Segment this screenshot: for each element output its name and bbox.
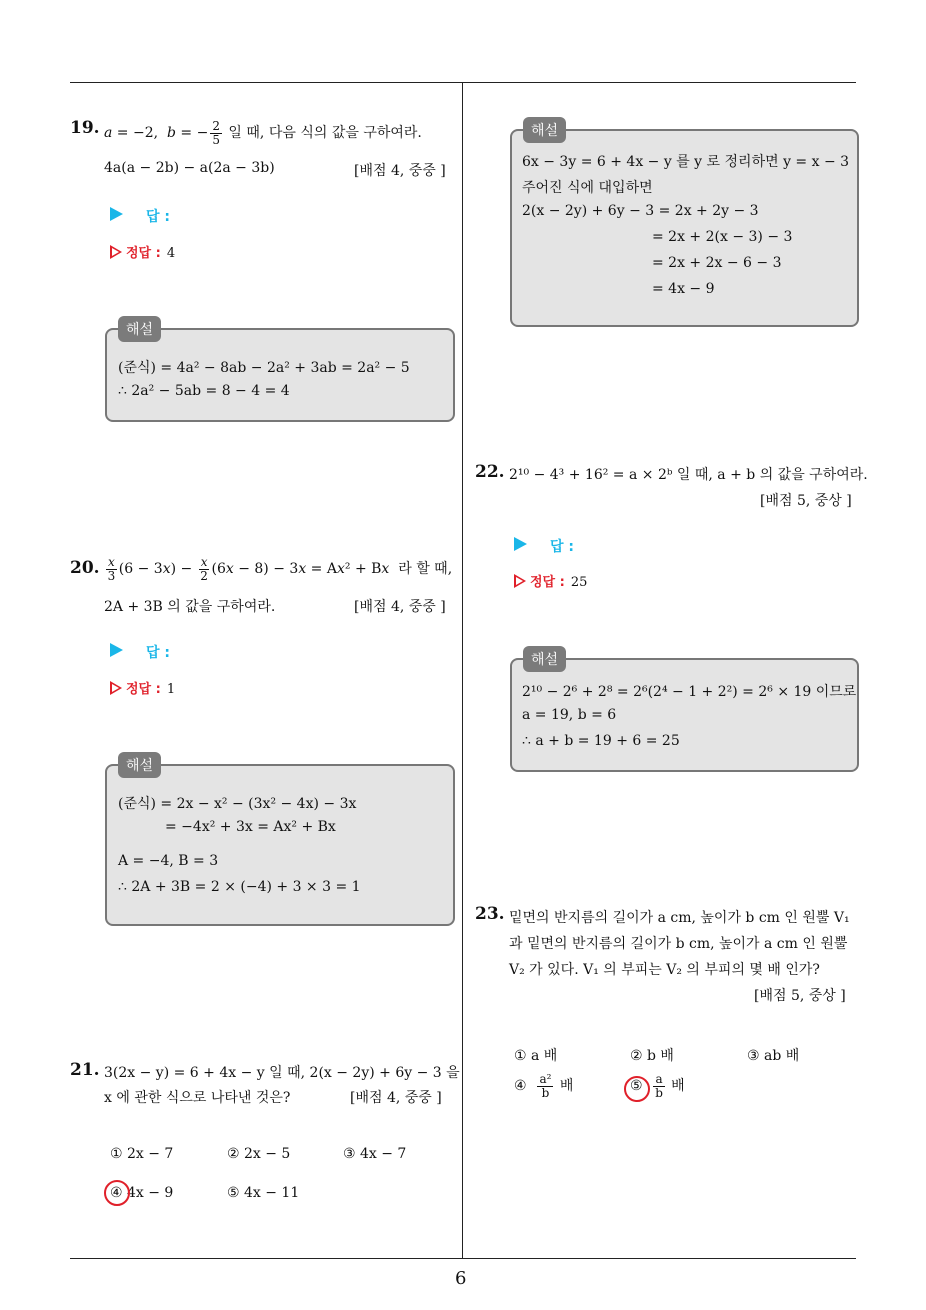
answer-arrow-icon — [514, 537, 527, 551]
question-23-line1: 밑면의 반지름의 길이가 a cm, 높이가 b cm 인 원뿔 V₁ — [509, 910, 850, 926]
correct-label: 정답 : — [126, 246, 161, 261]
solution-line: 6x − 3y = 6 + 4x − y 를 y 로 정리하면 y = x − 3 — [522, 154, 850, 170]
question-23-line3: V₂ 가 있다. V₁ 의 부피는 V₂ 의 부피의 몇 배 인가? — [509, 962, 820, 978]
solution-line: = −4x² + 3x = Ax² + Bx — [165, 819, 336, 835]
selected-answer-circle-icon — [104, 1180, 130, 1206]
solution-line: 2(x − 2y) + 6y − 3 = 2x + 2y − 3 — [522, 203, 759, 219]
question-20-number: 20. — [70, 558, 100, 578]
choice-2[interactable]: ② 2x − 5 — [227, 1146, 291, 1162]
question-22-correct — [514, 571, 587, 590]
question-20-answer-label: 답 : — [146, 645, 170, 661]
question-20-score: [배점 4, 중중 ] — [354, 599, 446, 615]
question-22-answer-label: 답 : — [550, 539, 574, 555]
solution-line: ∴ 2A + 3B = 2 × (−4) + 3 × 3 = 1 — [118, 879, 361, 895]
correct-value: 1 — [166, 682, 176, 697]
solution-line: (준식) = 4a² − 8ab − 2a² + 3ab = 2a² − 5 — [118, 360, 410, 376]
correct-triangle-icon — [514, 574, 526, 588]
correct-label: 정답 : — [126, 682, 161, 697]
correct-triangle-icon — [110, 681, 122, 695]
top-rule — [70, 82, 856, 83]
solution-tag: 해설 — [523, 646, 566, 672]
question-19-number: 19. — [70, 118, 100, 138]
question-19-expression: 4a(a − 2b) − a(2a − 3b) — [104, 160, 275, 176]
question-20-solution-box — [105, 764, 455, 926]
question-21-number: 21. — [70, 1060, 100, 1080]
correct-value: 25 — [570, 575, 588, 590]
question-22-score: [배점 5, 중상 ] — [760, 493, 852, 509]
choice-1[interactable]: ① a 배 — [514, 1048, 558, 1064]
choice-4-suffix: 배 — [559, 1078, 574, 1095]
question-21-line1: 3(2x − y) = 6 + 4x − y 일 때, 2(x − 2y) + 6y − 3 을 — [104, 1065, 460, 1081]
column-divider — [462, 83, 463, 1259]
question-19-correct — [110, 242, 175, 261]
choice-5[interactable]: ⑤ 4x − 11 — [227, 1185, 300, 1201]
question-22-number: 22. — [475, 462, 505, 482]
choice-4-number: ④ — [514, 1078, 527, 1095]
solution-tag: 해설 — [523, 117, 566, 143]
question-21-score: [배점 4, 중중 ] — [350, 1090, 442, 1106]
solution-line: ∴ a + b = 19 + 6 = 25 — [522, 733, 680, 749]
solution-tag: 해설 — [118, 752, 161, 778]
choice-1[interactable]: ① 2x − 7 — [110, 1146, 174, 1162]
question-22-line1: 2¹⁰ − 4³ + 16² = a × 2ᵇ 일 때, a + b 의 값을 구하여라. — [509, 467, 868, 483]
solution-line: 2¹⁰ − 2⁶ + 2⁸ = 2⁶(2⁴ − 1 + 2²) = 2⁶ × 19 이므로 — [522, 684, 857, 700]
page-number: 6 — [455, 1268, 467, 1289]
selected-answer-circle-icon — [624, 1076, 650, 1102]
choice-4-denominator: b — [541, 1085, 550, 1100]
choice-5-suffix: 배 — [671, 1078, 685, 1095]
question-19-prompt-suffix: 일 때, 다음 식의 값을 구하여라. — [228, 125, 422, 142]
solution-line: (준식) = 2x − x² − (3x² − 4x) − 3x — [118, 796, 357, 812]
solution-line: = 4x − 9 — [652, 281, 715, 297]
correct-triangle-icon — [110, 245, 122, 259]
choice-4[interactable]: ④ 4x − 9 — [110, 1185, 174, 1201]
choice-4[interactable] — [514, 1073, 573, 1099]
question-19-answer-label: 답 : — [146, 209, 170, 225]
answer-arrow-icon — [110, 207, 123, 221]
answer-arrow-icon — [110, 643, 123, 657]
solution-line: 주어진 식에 대입하면 — [522, 180, 653, 196]
choice-4-numerator: a² — [539, 1072, 552, 1086]
solution-line: ∴ 2a² − 5ab = 8 − 4 = 4 — [118, 383, 290, 399]
choice-5-numerator: a — [655, 1072, 663, 1086]
solution-line: A = −4, B = 3 — [118, 853, 219, 869]
question-20-prompt-mid: 라 할 때, — [398, 561, 453, 578]
question-20-line2: 2A + 3B 의 값을 구하여라. — [104, 599, 276, 615]
correct-value: 4 — [166, 246, 176, 261]
choice-2[interactable]: ② b 배 — [630, 1048, 674, 1064]
solution-tag: 해설 — [118, 316, 161, 342]
correct-label: 정답 : — [530, 575, 565, 590]
solution-line: a = 19, b = 6 — [522, 707, 617, 723]
choice-5-number: ⑤ — [630, 1078, 643, 1095]
question-23-line2: 과 밑면의 반지름의 길이가 b cm, 높이가 a cm 인 원뿔 — [509, 936, 848, 952]
question-20-prompt: $\frac{x}{3}$ (6 − 3x) − $\frac{x}{2}$ (6x − 8) − 3x = Ax² + Bx 라 할 때, — [107, 555, 453, 583]
question-20-correct — [110, 678, 175, 697]
bottom-rule — [70, 1258, 856, 1259]
question-19-score: [배점 4, 중중 ] — [354, 163, 446, 179]
choice-3[interactable]: ③ ab 배 — [747, 1048, 800, 1064]
solution-line: = 2x + 2x − 6 − 3 — [652, 255, 782, 271]
question-23-score: [배점 5, 중상 ] — [754, 988, 846, 1004]
choice-5-denominator: b — [655, 1085, 663, 1100]
question-23-number: 23. — [475, 904, 505, 924]
choice-3[interactable]: ③ 4x − 7 — [343, 1146, 407, 1162]
question-19-prompt: a = −2, b = − $\frac{2}{5}$ 일 때, 다음 식의 값을 구하여라. — [104, 119, 422, 147]
solution-line: = 2x + 2(x − 3) − 3 — [652, 229, 793, 245]
question-21-line2: x 에 관한 식으로 나타낸 것은? — [104, 1090, 291, 1106]
